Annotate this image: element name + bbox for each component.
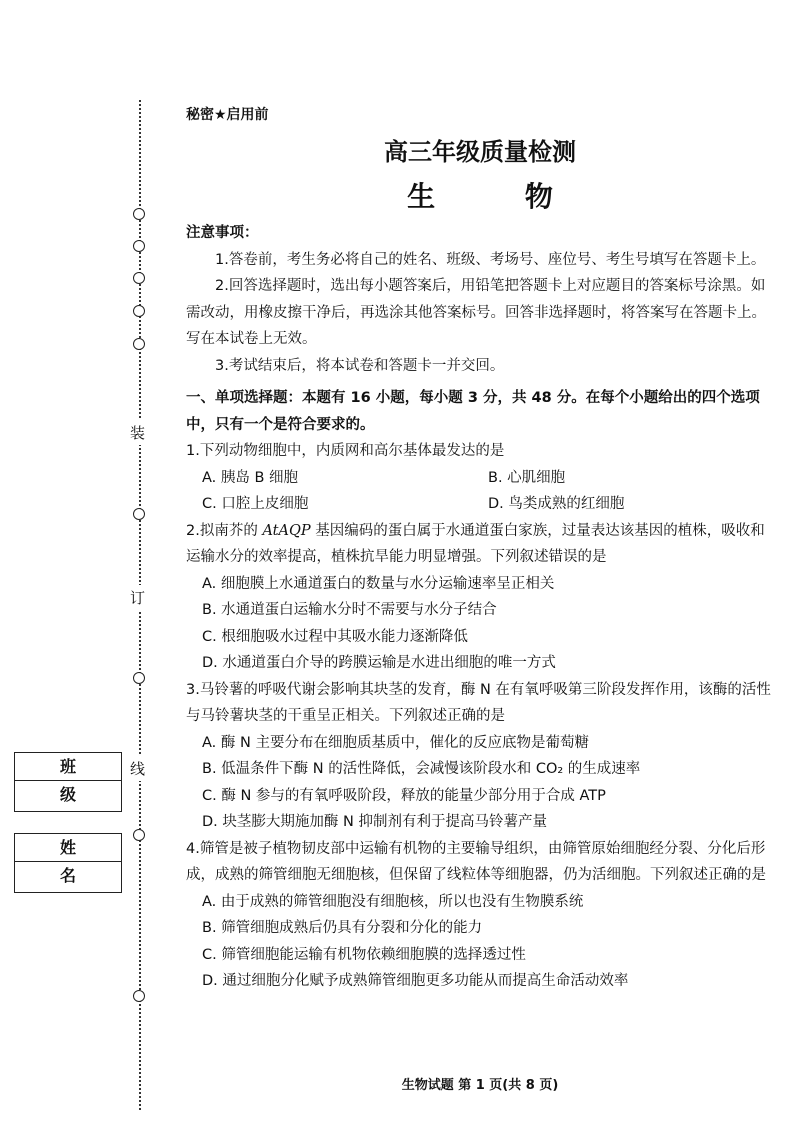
exam-title: 高三年级质量检测 xyxy=(384,137,576,166)
binding-ring-icon xyxy=(133,672,145,684)
option-c: C. 口腔上皮细胞 xyxy=(202,496,309,512)
option-b: B. 低温条件下酶 N 的活性降低，会减慢该阶段水和 CO₂ 的生成速率 xyxy=(202,761,641,777)
exam-content xyxy=(186,220,776,995)
option-c: C. 根细胞吸水过程中其吸水能力逐渐降低 xyxy=(202,628,468,645)
binding-char-zhuang: 装 xyxy=(130,420,145,445)
option-b: B. 筛管细胞成熟后仍具有分裂和分化的能力 xyxy=(202,920,483,936)
option-a: A. 酶 N 主要分布在细胞质基质中，催化的反应底物是葡萄糖 xyxy=(202,734,589,751)
binding-ring-icon xyxy=(133,240,145,252)
notice-title: 注意事项： xyxy=(186,225,259,241)
option-d: D. 通过细胞分化赋予成熟筛管细胞更多功能从而提高生命活动效率 xyxy=(202,973,629,989)
subject-title: 生 物 xyxy=(407,180,593,213)
binding-ring-icon xyxy=(133,338,145,350)
gene-name: AtAQP xyxy=(262,522,311,539)
question-stem: 1.下列动物细胞中，内质网和高尔基体最发达的是 xyxy=(186,443,505,459)
notice-item-1: 1.答卷前，考生务必将自己的姓名、班级、考场号、座位号、考生号填写在答题卡上。 xyxy=(215,251,766,268)
option-row xyxy=(186,491,776,518)
binding-ring-icon xyxy=(133,272,145,284)
binding-char-ding: 订 xyxy=(130,585,145,610)
question-stem-rest: 基因编码的蛋白属于水通道蛋白家族，过量表达该基因的植株，吸收和运输水分的效率提高，植株抗旱能力明显增强。下列叙述错误的是 xyxy=(186,522,765,565)
class-box xyxy=(14,752,122,812)
name-label: 姓 名 xyxy=(15,834,121,862)
option-a: A. 细胞膜上水通道蛋白的数量与水分运输速率呈正相关 xyxy=(202,575,555,592)
question-stem xyxy=(186,518,776,571)
page-footer: 生物试题 第 1 页(共 8 页) xyxy=(401,1078,559,1093)
binding-char-xian: 线 xyxy=(130,756,145,781)
binding-ring-icon xyxy=(133,305,145,317)
option-d: D. 块茎膨大期施加酶 N 抑制剂有利于提高马铃薯产量 xyxy=(202,814,547,830)
secret-label: 秘密★启用前 xyxy=(186,107,269,123)
option-c: C. 酶 N 参与的有氧呼吸阶段，释放的能量少部分用于合成 ATP xyxy=(202,787,606,804)
binding-ring-icon xyxy=(133,829,145,841)
question-stem-prefix: 2.拟南芥的 xyxy=(186,522,263,539)
option-row xyxy=(186,465,776,492)
option-a: A. 由于成熟的筛管细胞没有细胞核，所以也没有生物膜系统 xyxy=(202,893,584,910)
binding-ring-icon xyxy=(133,508,145,520)
question-stem: 3.马铃薯的呼吸代谢会影响其块茎的发育，酶 N 在有氧呼吸第三阶段发挥作用，该酶的活性与马铃薯块茎的干重呈正相关。下列叙述正确的是 xyxy=(186,681,771,724)
name-box xyxy=(14,833,122,893)
question-stem: 4.筛管是被子植物韧皮部中运输有机物的主要输导组织，由筛管原始细胞经分裂、分化后形成，成熟的筛管细胞无细胞核，但保留了线粒体等细胞器，仍为活细胞。下列叙述正确的是 xyxy=(186,840,766,883)
option-b: B. 心肌细胞 xyxy=(488,469,566,486)
option-d: D. 水通道蛋白介导的跨膜运输是水进出细胞的唯一方式 xyxy=(202,655,556,671)
notice-item-3: 3.考试结束后，将本试卷和答题卡一并交回。 xyxy=(215,357,505,374)
class-label: 班 级 xyxy=(15,753,121,781)
option-c: C. 筛管细胞能运输有机物依赖细胞膜的选择透过性 xyxy=(202,946,526,963)
option-a: A. 胰岛 B 细胞 xyxy=(202,469,299,486)
option-d: D. 鸟类成熟的红细胞 xyxy=(488,496,625,512)
binding-ring-icon xyxy=(133,990,145,1002)
section-heading: 一、单项选择题：本题有 16 小题，每小题 3 分，共 48 分。在每个小题给出的四个选项中，只有一个是符合要求的。 xyxy=(186,390,760,433)
notice-item-2: 2.回答选择题时，选出每小题答案后，用铅笔把答题卡上对应题目的答案标号涂黑。如需改动，用橡皮擦干净后，再选涂其他答案标号。回答非选择题时，将答案写在答题卡上。写在本试卷上无效。 xyxy=(186,278,766,347)
option-b: B. 水通道蛋白运输水分时不需要与水分子结合 xyxy=(202,602,497,618)
